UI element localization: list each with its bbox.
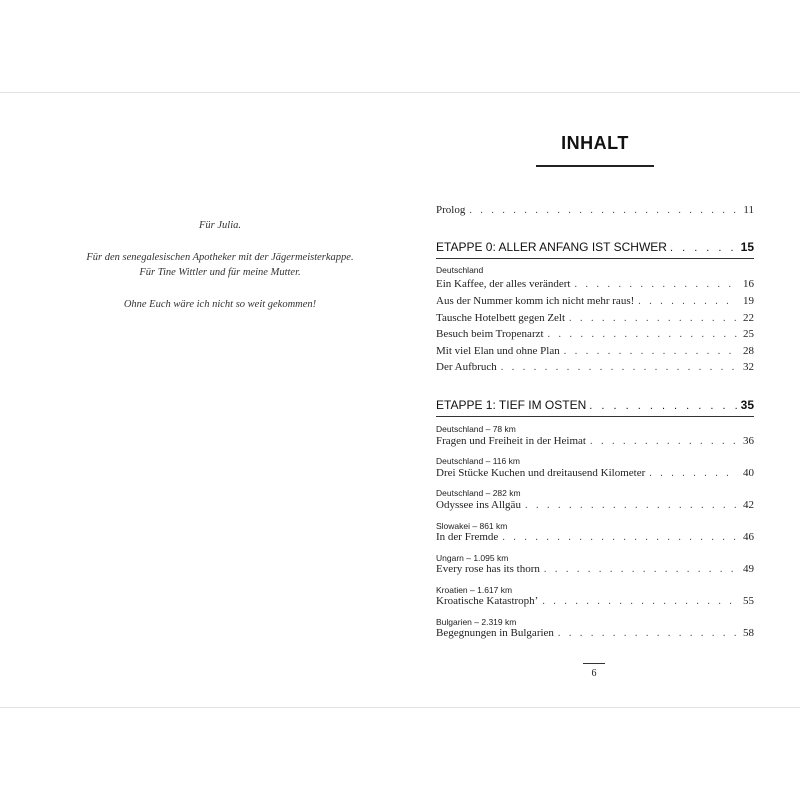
location-label: Deutschland – 282 km — [436, 488, 521, 498]
entry-page: 11 — [743, 204, 754, 216]
entry-title: Begegnungen in Bulgarien — [436, 627, 554, 639]
toc-entry[interactable] — [436, 498, 754, 512]
entry-page: 25 — [743, 328, 754, 340]
toc-entry[interactable] — [436, 327, 754, 341]
leader-dots — [558, 627, 738, 641]
entry-title: Tausche Hotelbett gegen Zelt — [436, 312, 566, 324]
toc-entry-prolog[interactable] — [436, 203, 754, 217]
entry-page: 58 — [743, 627, 754, 639]
leader-dots — [502, 531, 738, 545]
entry-title: Ein Kaffee, der alles verändert — [436, 278, 571, 290]
toc-entry[interactable] — [436, 530, 754, 544]
entry-title: Odyssee ins Allgäu — [436, 499, 521, 511]
stage-title: ETAPPE 0: ALLER ANFANG IST SCHWER — [436, 240, 667, 254]
stage-page: 15 — [740, 240, 754, 254]
location-label: Deutschland — [436, 265, 484, 275]
leader-dots — [670, 240, 738, 256]
leader-dots — [649, 467, 738, 481]
entry-page: 55 — [743, 595, 754, 607]
entry-page: 16 — [743, 278, 754, 290]
dedication-line: Ohne Euch wäre ich nicht so weit gekommen! — [123, 299, 317, 310]
entry-page: 36 — [743, 435, 754, 447]
toc-entry[interactable] — [436, 466, 754, 480]
toc-heading: INHALT — [561, 133, 629, 153]
entry-title: Drei Stücke Kuchen und dreitausend Kilometer — [436, 467, 646, 479]
toc-entry[interactable] — [436, 434, 754, 448]
leader-dots — [501, 361, 738, 375]
leader-dots — [469, 204, 738, 218]
leader-dots — [574, 278, 738, 292]
toc-entry[interactable] — [436, 277, 754, 291]
entry-page: 32 — [743, 361, 754, 373]
location-label: Kroatien – 1.617 km — [436, 585, 513, 595]
dedication-line: Für Tine Wittler und für meine Mutter. — [139, 267, 301, 278]
stage-page: 35 — [740, 398, 754, 412]
dedication-line: Für den senegalesischen Apotheker mit der Jägermeisterkappe. — [86, 252, 354, 263]
leader-dots — [544, 563, 738, 577]
location-label: Deutschland – 116 km — [436, 456, 520, 466]
entry-title: Prolog — [436, 204, 466, 216]
leader-dots — [590, 435, 738, 449]
entry-title: Aus der Nummer komm ich nicht mehr raus! — [436, 295, 635, 307]
entry-title: In der Fremde — [436, 531, 499, 543]
entry-page: 42 — [743, 499, 754, 511]
location-label: Ungarn – 1.095 km — [436, 553, 509, 563]
location-label: Deutschland – 78 km — [436, 424, 516, 434]
location-label: Slowakei – 861 km — [436, 521, 508, 531]
leader-dots — [638, 295, 738, 309]
entry-page: 49 — [743, 563, 754, 575]
stage-heading-0[interactable] — [436, 239, 754, 255]
entry-page: 28 — [743, 345, 754, 357]
dedication — [40, 218, 400, 329]
entry-title: Der Aufbruch — [436, 361, 497, 373]
entry-title: Every rose has its thorn — [436, 563, 540, 575]
stage-heading-1[interactable] — [436, 397, 754, 413]
stage-divider — [436, 258, 754, 259]
toc-heading-rule — [536, 165, 654, 167]
toc-entry[interactable] — [436, 626, 754, 640]
entry-title: Fragen und Freiheit in der Heimat — [436, 435, 586, 447]
toc-entry[interactable] — [436, 294, 754, 308]
toc-entry[interactable] — [436, 594, 754, 608]
page-number: 6 — [591, 668, 597, 679]
leader-dots — [542, 595, 738, 609]
toc-entry[interactable] — [436, 311, 754, 325]
entry-page: 46 — [743, 531, 754, 543]
stage-divider — [436, 416, 754, 417]
entry-page: 22 — [743, 312, 754, 324]
entry-title: Mit viel Elan und ohne Plan — [436, 345, 560, 357]
entry-title: Kroatische Katastroph’ — [436, 595, 539, 607]
leader-dots — [569, 312, 738, 326]
toc-entry[interactable] — [436, 344, 754, 358]
leader-dots — [548, 328, 738, 342]
entry-title: Besuch beim Tropenarzt — [436, 328, 544, 340]
leader-dots — [589, 398, 737, 414]
entry-page: 19 — [743, 295, 754, 307]
leader-dots — [525, 499, 738, 513]
entry-page: 40 — [743, 467, 754, 479]
toc-entry[interactable] — [436, 360, 754, 374]
location-label: Bulgarien – 2.319 km — [436, 617, 517, 627]
leader-dots — [564, 345, 738, 359]
dedication-line: Für Julia. — [199, 220, 241, 231]
folio-rule — [583, 663, 605, 664]
toc-entry[interactable] — [436, 562, 754, 576]
stage-title: ETAPPE 1: TIEF IM OSTEN — [436, 398, 587, 412]
